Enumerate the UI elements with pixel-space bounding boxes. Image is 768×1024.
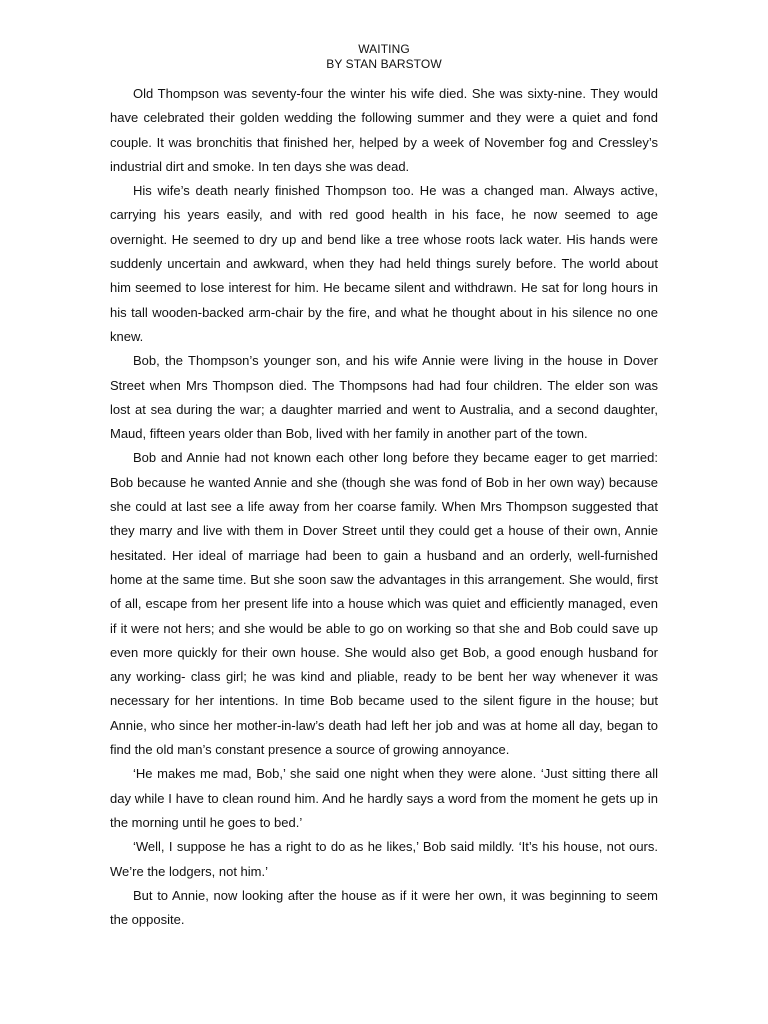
story-byline: BY STAN BARSTOW bbox=[326, 57, 442, 71]
story-body bbox=[110, 82, 658, 932]
paragraph: But to Annie, now looking after the house as if it were her own, it was beginning to seem the opposite. bbox=[110, 887, 658, 928]
paragraph: ‘He makes me mad, Bob,’ she said one night when they were alone. ‘Just sitting there all day while I have to clean round him. And he hardly says a word from the moment he gets up in the morning until he goes to bed.’ bbox=[110, 766, 658, 830]
paragraph: His wife’s death nearly finished Thompson too. He was a changed man. Always active, carrying his years easily, and with red good health in his face, he now seemed to age overnight. He seemed to dry up and bend like a tree whose roots lack water. His hands were suddenly uncertain and awkward, when they had held things surely before. The world about him seemed to lose interest for him. He became silent and withdrawn. He sat for long hours in his tall wooden-backed arm-chair by the fire, and what he thought about in his silence no one knew. bbox=[110, 183, 658, 344]
story-title: WAITING bbox=[358, 42, 410, 56]
paragraph: ‘Well, I suppose he has a right to do as he likes,’ Bob said mildly. ‘It’s his house, not ours. We’re the lodgers, not him.’ bbox=[110, 839, 658, 879]
paragraph: Bob and Annie had not known each other long before they became eager to get married: Bob because he wanted Annie and she (though she was fond of Bob in her own way) because she could at last see a life away from her coarse family. When Mrs Thompson suggested that they marry and live with them in Dover Street until they could get a house of their own, Annie hesitated. Her ideal of marriage had been to gain a husband and an orderly, well-furnished home at the same time. But she soon saw the advantages in this arrangement. She would, first of all, escape from her present life into a house which was quiet and efficiently managed, even if it were not hers; and she would be able to go on working so that she and Bob could save up even more quickly for their own house. She would also get Bob, a good enough husband for any working- class girl; he was kind and pliable, ready to be bent her way whenever it was necessary for her intentions. In time Bob became used to the silent figure in the house; but Annie, who since her mother-in-law’s death had left her job and was at home all day, began to find the old man’s constant presence a source of growing annoyance. bbox=[110, 450, 658, 758]
paragraph: Old Thompson was seventy-four the winter his wife died. She was sixty-nine. They would have celebrated their golden wedding the following summer and they were a quiet and fond couple. It was bronchitis that finished her, helped by a week of November fog and Cressley’s industrial dirt and smoke. In ten days she was dead. bbox=[110, 86, 658, 174]
title-block bbox=[0, 42, 768, 72]
paragraph: Bob, the Thompson’s younger son, and his wife Annie were living in the house in Dover Street when Mrs Thompson died. The Thompsons had had four children. The elder son was lost at sea during the war; a daughter married and went to Australia, and a second daughter, Maud, fifteen years older than Bob, lived with her family in another part of the town. bbox=[110, 353, 658, 442]
